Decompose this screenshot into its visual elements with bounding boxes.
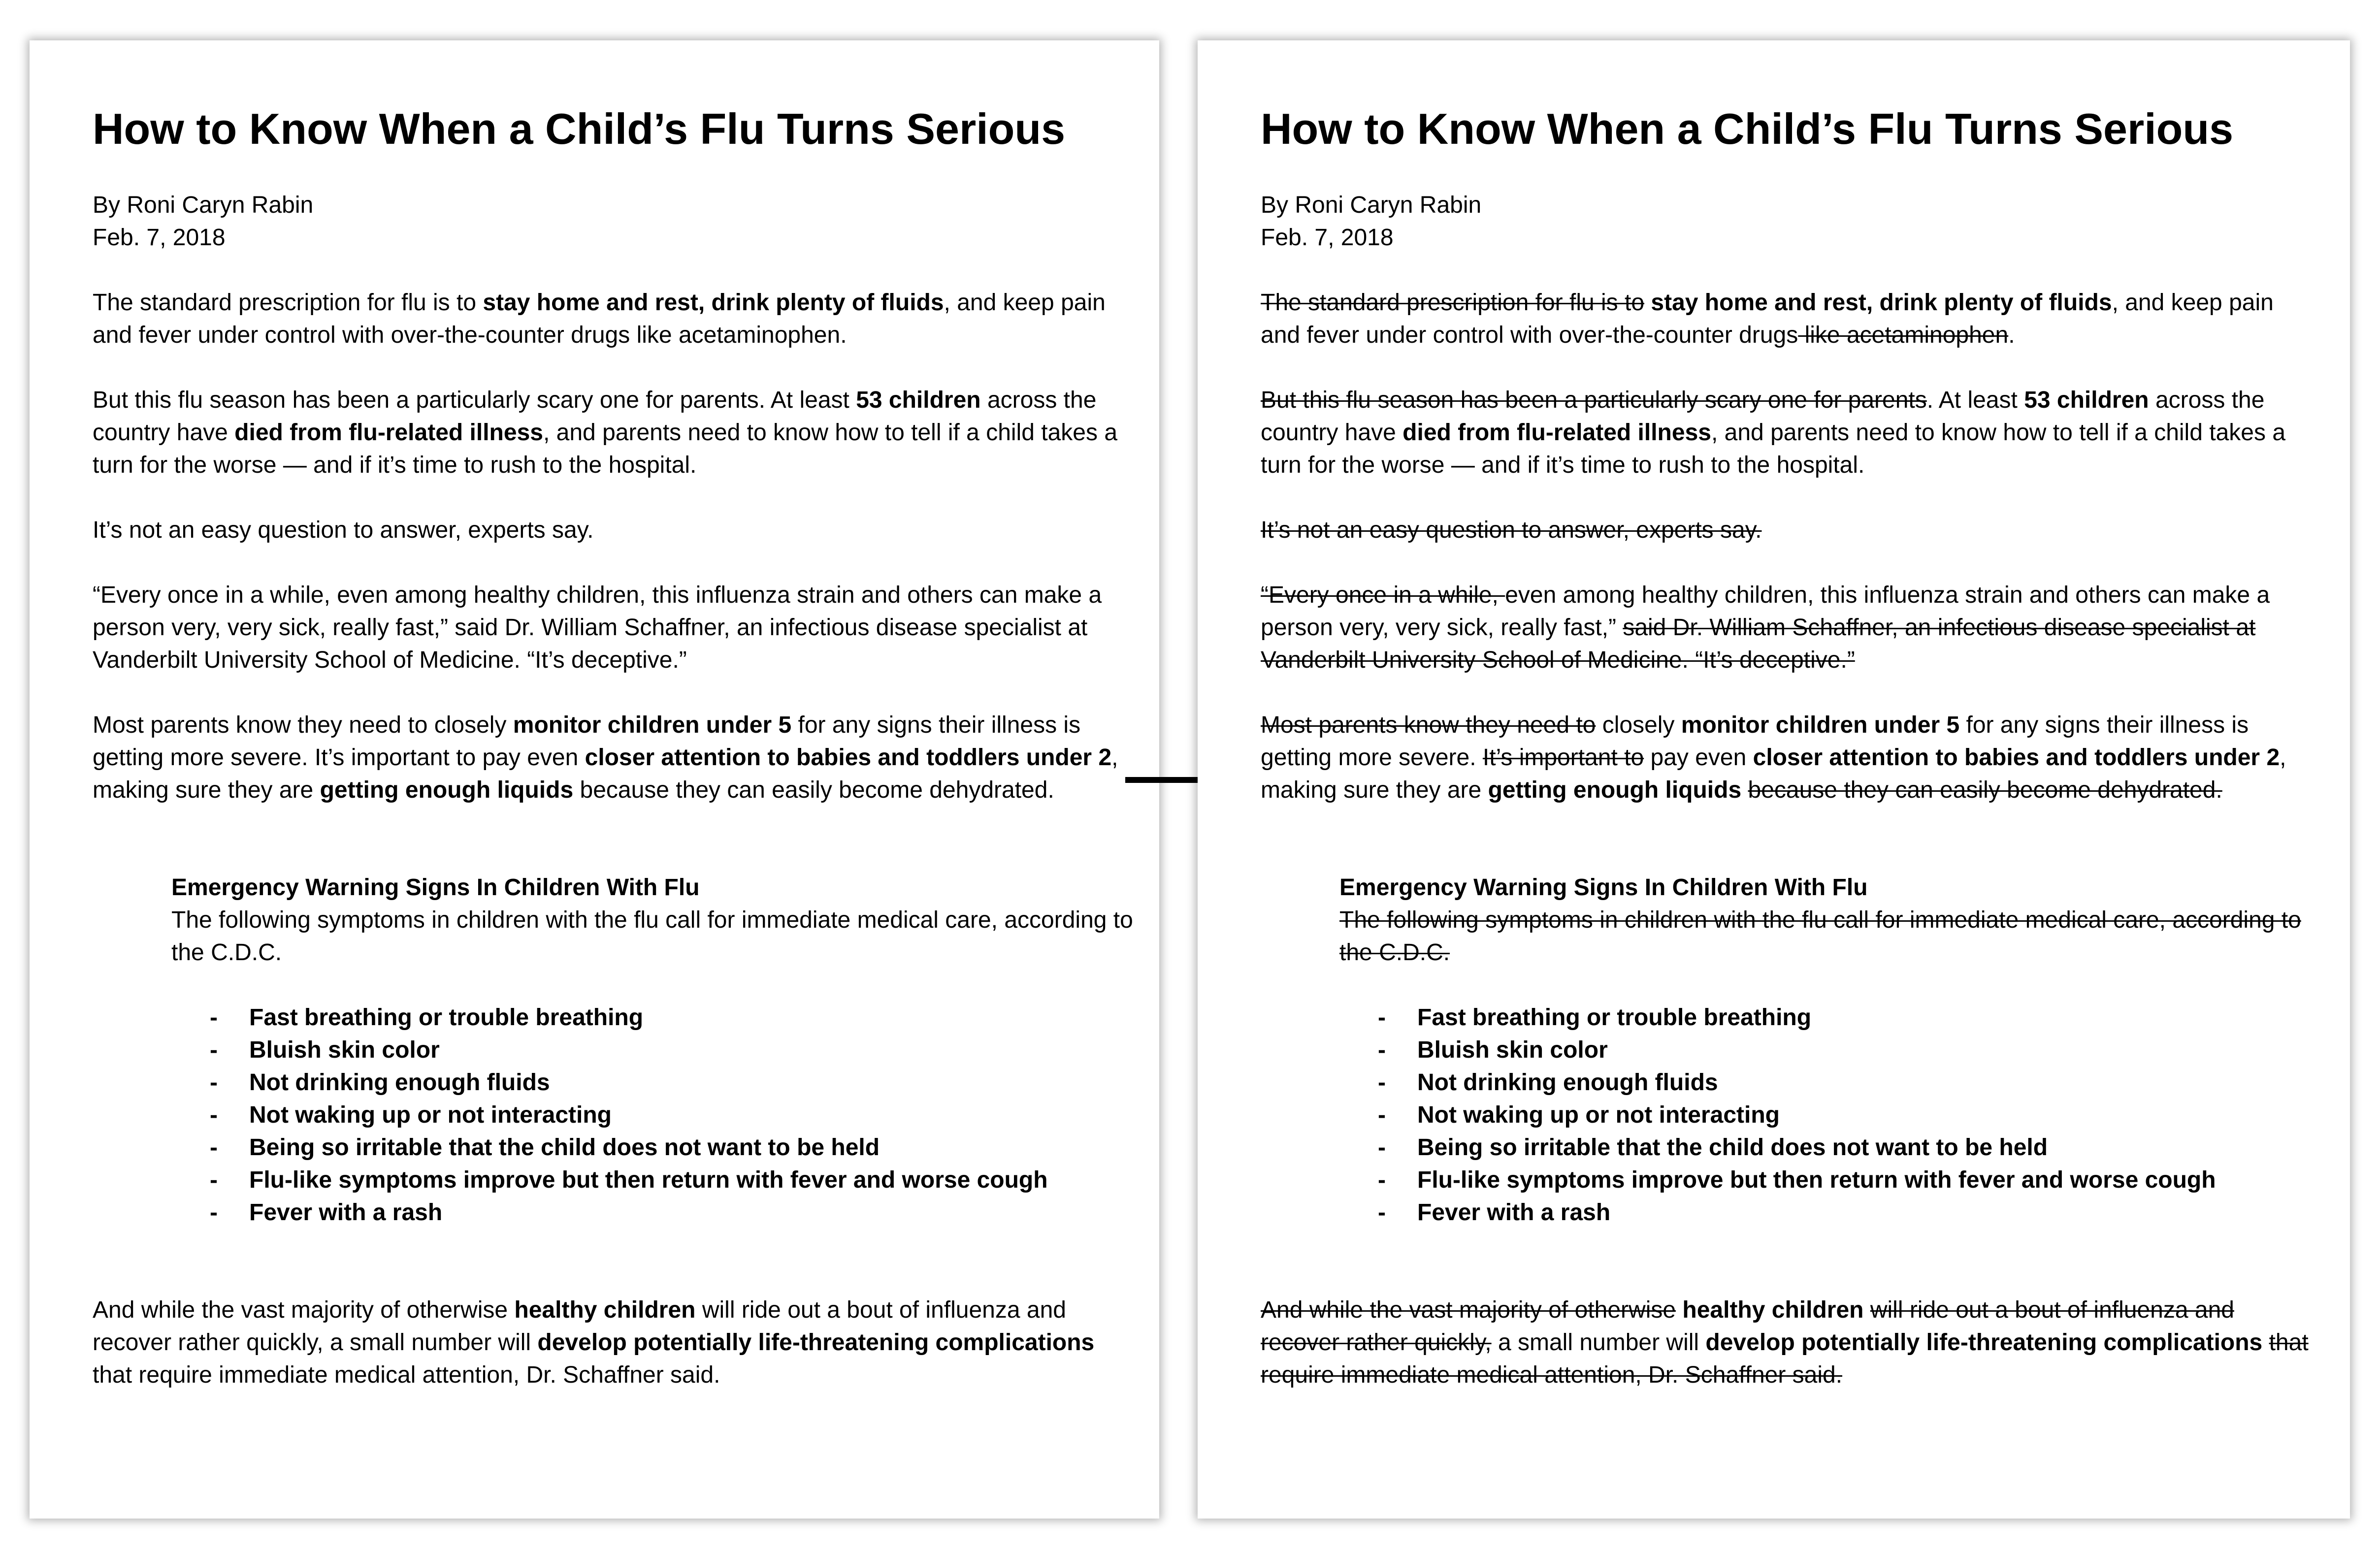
text-run: across the country have [93, 387, 1097, 446]
text-run: But this flu season has been a particularly scary one for parents. At least [93, 387, 856, 413]
bold-text: monitor children under 5 [513, 712, 792, 738]
text-run: , and keep pain and fever under control with over-the-counter drugs [1261, 290, 2274, 348]
list-item [171, 1197, 1137, 1229]
article-title: How to Know When a Child’s Flu Turns Serious [93, 104, 1066, 153]
text-run: for any signs their illness is getting more severe. It’s important to pay even [93, 712, 1081, 771]
text-run [1644, 290, 1651, 316]
paragraph-1 [1261, 287, 2319, 352]
text-run: The following symptoms in children with the flu call for immediate medical care, according to the C.D.C. [171, 907, 1133, 966]
paragraph-5 [93, 709, 1137, 807]
list-dash: - [1378, 1004, 1386, 1031]
byline: By Roni Caryn Rabin [93, 192, 314, 218]
text-run: , and keep pain and fever under control with over-the-counter drugs like acetaminophen. [93, 290, 1106, 348]
struck-text: that require immediate medical attention, Dr. Schaffner said. [1261, 1329, 2309, 1388]
list-item-text: Fast breathing or trouble breathing [249, 1004, 644, 1031]
text-run: that require immediate medical attention, Dr. Schaffner said. [93, 1362, 720, 1388]
article-meta [93, 189, 1137, 254]
list-dash: - [210, 1004, 218, 1031]
text-run [1863, 1297, 1870, 1323]
bold-text: died from flu-related illness [234, 420, 543, 446]
list-item-text: Fever with a rash [249, 1199, 443, 1226]
text-run: , and parents need to know how to tell if a child takes a turn for the worse — and if it’s time to rush to the hospital. [1261, 420, 2286, 478]
text-run: , and parents need to know how to tell if a child takes a turn for the worse — and if it’s time to rush to the hospital. [93, 420, 1118, 478]
paragraph-6 [93, 1294, 1137, 1391]
struck-text: Most parents know they need to [1261, 712, 1596, 738]
list-dash: - [1378, 1069, 1386, 1096]
list-dash: - [1378, 1037, 1386, 1063]
bold-text: getting enough liquids [320, 777, 574, 803]
warning-signs-list [171, 1002, 1137, 1229]
bold-text: getting enough liquids [1488, 777, 1742, 803]
struck-text: The standard prescription for flu is to [1261, 290, 1645, 316]
list-item [1339, 1034, 2319, 1067]
warning-signs-title: Emergency Warning Signs In Children With Flu [171, 874, 700, 901]
warning-signs-list [1339, 1002, 2319, 1229]
warning-signs-title: Emergency Warning Signs In Children With Flu [1339, 874, 1868, 901]
text-run: for any signs their illness is getting more severe. [1261, 712, 2249, 771]
struck-text: It’s not an easy question to answer, experts say. [1261, 517, 1762, 543]
list-item-text: Not drinking enough fluids [1417, 1069, 1718, 1096]
text-run: a small number will [1491, 1329, 1706, 1356]
list-dash: - [1378, 1167, 1386, 1193]
list-item-text: Being so irritable that the child does not want to be held [1417, 1134, 2048, 1161]
list-item [1339, 1002, 2319, 1034]
struck-text: But this flu season has been a particularly scary one for parents [1261, 387, 1927, 413]
list-dash: - [1378, 1134, 1386, 1161]
text-run: . [2008, 322, 2015, 348]
struck-text: will ride out a bout of influenza and recover rather quickly, [1261, 1297, 2234, 1356]
text-run: And while the vast majority of otherwise [93, 1297, 515, 1323]
struck-text: like acetaminophen [1798, 322, 2009, 348]
paragraph-3 [1261, 514, 2319, 547]
paragraph-3 [93, 514, 1137, 547]
text-run: . At least [1926, 387, 2024, 413]
list-item [171, 1067, 1137, 1099]
list-item-text: Bluish skin color [249, 1037, 440, 1063]
warning-signs-intro [171, 904, 1137, 969]
list-dash: - [210, 1134, 218, 1161]
struck-text: “Every once in a while, [1261, 582, 1505, 608]
bold-text: healthy children [1682, 1297, 1864, 1323]
text-run: “Every once in a while, even among healthy children, this influenza strain and others can make a person very, very sick, really fast,” said Dr. William Schaffner, an infectious disease specialist at Vanderbilt University School of Medicine. “It’s deceptive.” [93, 582, 1102, 673]
list-item-text: Not waking up or not interacting [249, 1102, 612, 1128]
list-dash: - [210, 1102, 218, 1128]
struck-text: It’s important to [1482, 744, 1644, 771]
list-dash: - [210, 1199, 218, 1226]
paragraph-5 [1261, 709, 2319, 807]
bold-text: closer attention to babies and toddlers under 2 [585, 744, 1112, 771]
paragraph-2 [93, 384, 1137, 482]
list-item-text: Being so irritable that the child does not want to be held [249, 1134, 880, 1161]
list-item [171, 1034, 1137, 1067]
list-dash: - [1378, 1199, 1386, 1226]
bold-text: died from flu-related illness [1402, 420, 1711, 446]
list-item [1339, 1132, 2319, 1164]
bold-text: stay home and rest, drink plenty of fluids [1651, 290, 2112, 316]
text-run: because they can easily become dehydrated. [573, 777, 1054, 803]
date: Feb. 7, 2018 [93, 225, 226, 251]
list-item-text: Flu-like symptoms improve but then return with fever and worse cough [1417, 1167, 2216, 1193]
struck-text: because they can easily become dehydrated. [1748, 777, 2222, 803]
warning-signs-box [171, 872, 1137, 1229]
list-item [171, 1002, 1137, 1034]
date: Feb. 7, 2018 [1261, 225, 1394, 251]
article-title: How to Know When a Child’s Flu Turns Serious [1261, 104, 2234, 153]
list-dash: - [210, 1069, 218, 1096]
bold-text: develop potentially life-threatening complications [537, 1329, 1095, 1356]
bold-text: monitor children under 5 [1681, 712, 1960, 738]
text-run: will ride out a bout of influenza and recover rather quickly, a small number will [93, 1297, 1066, 1356]
warning-signs-box [1339, 872, 2319, 1229]
bold-text: closer attention to babies and toddlers under 2 [1753, 744, 2280, 771]
text-run: across the country have [1261, 387, 2265, 446]
paragraph-4 [1261, 579, 2319, 677]
text-run: , making sure they are [93, 744, 1118, 803]
text-run: even among healthy children, this influenza strain and others can make a person very, very sick, really fast,” [1261, 582, 2270, 641]
list-item [171, 1099, 1137, 1132]
list-item [171, 1132, 1137, 1164]
list-dash: - [1378, 1102, 1386, 1128]
edited-article-page [1198, 40, 2350, 1519]
list-item-text: Fast breathing or trouble breathing [1417, 1004, 1812, 1031]
list-item-text: Bluish skin color [1417, 1037, 1608, 1063]
list-item-text: Flu-like symptoms improve but then return with fever and worse cough [249, 1167, 1048, 1193]
text-run: closely [1596, 712, 1681, 738]
struck-text: And while the vast majority of otherwise [1261, 1297, 1676, 1323]
article-meta [1261, 189, 2319, 254]
paragraph-6 [1261, 1294, 2319, 1391]
text-run [2262, 1329, 2269, 1356]
list-item-text: Not waking up or not interacting [1417, 1102, 1780, 1128]
text-run: , making sure they are [1261, 744, 2286, 803]
bold-text: 53 children [2024, 387, 2149, 413]
text-run [1741, 777, 1748, 803]
text-run [1676, 1297, 1682, 1323]
original-article-page [30, 40, 1159, 1519]
warning-signs-intro [1339, 904, 2319, 969]
list-item [1339, 1099, 2319, 1132]
list-dash: - [210, 1167, 218, 1193]
list-item-text: Not drinking enough fluids [249, 1069, 550, 1096]
list-item [1339, 1164, 2319, 1197]
text-run: The standard prescription for flu is to [93, 290, 483, 316]
edited-article-content [1261, 95, 2319, 1391]
list-item-text: Fever with a rash [1417, 1199, 1611, 1226]
bold-text: develop potentially life-threatening complications [1705, 1329, 2263, 1356]
list-item [1339, 1197, 2319, 1229]
struck-text: The following symptoms in children with the flu call for immediate medical care, according to the C.D.C. [1339, 907, 2301, 966]
bold-text: healthy children [514, 1297, 696, 1323]
list-dash: - [210, 1037, 218, 1063]
paragraph-1 [93, 287, 1137, 352]
byline: By Roni Caryn Rabin [1261, 192, 1482, 218]
list-item [1339, 1067, 2319, 1099]
list-item [171, 1164, 1137, 1197]
original-article-content [93, 95, 1137, 1391]
paragraph-2 [1261, 384, 2319, 482]
text-run: Most parents know they need to closely [93, 712, 513, 738]
paragraph-4 [93, 579, 1137, 677]
struck-text: said Dr. William Schaffner, an infectious disease specialist at Vanderbilt University School of Medicine. “It’s deceptive.” [1261, 615, 2256, 673]
bold-text: stay home and rest, drink plenty of fluids [483, 290, 944, 316]
bold-text: 53 children [856, 387, 981, 413]
text-run: It’s not an easy question to answer, experts say. [93, 517, 594, 543]
text-run: pay even [1644, 744, 1753, 771]
